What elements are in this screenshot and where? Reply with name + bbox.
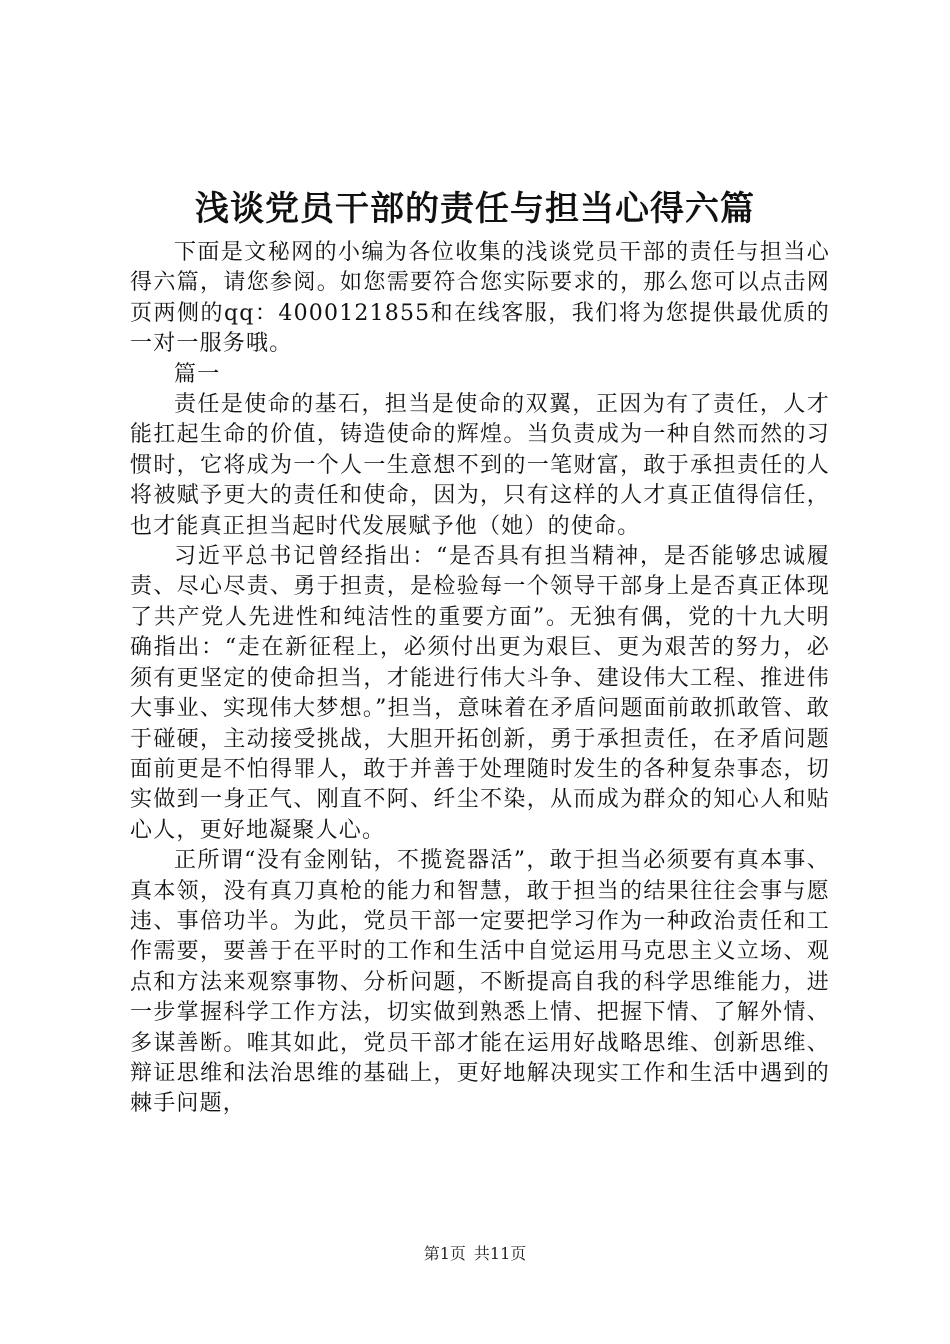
page-total: 共11页	[473, 1244, 527, 1263]
page-footer	[0, 1242, 950, 1266]
document-body	[130, 238, 830, 1120]
page-number: 第1页	[423, 1244, 466, 1263]
body-paragraph: 正所谓“没有金刚钻，不揽瓷器活”，敢于担当必须要有真本事、真本领，没有真刀真枪的能力和智慧，敢于担当的结果往往会事与愿违、事倍功半。为此，党员干部一定要把学习作为一种政治责任和工作需要，要善于在平时的工作和生活中自觉运用马克思主义立场、观点和方法来观察事物、分析问题，不断提高自我的科学思维能力，进一步掌握科学工作方法，切实做到熟悉上情、把握下情、了解外情、多谋善断。唯其如此，党员干部才能在运用好战略思维、创新思维、辩证思维和法治思维的基础上，更好地解决现实工作和生活中遇到的棘手问题，	[130, 848, 830, 1117]
body-paragraph: 责任是使命的基石，担当是使命的双翼，正因为有了责任，人才能扛起生命的价值，铸造使命的辉煌。当负责成为一种自然而然的习惯时，它将成为一个人一生意想不到的一笔财富，敢于承担责任的人将被赋予更大的责任和使命，因为，只有这样的人才真正值得信任，也才能真正担当起时代发展赋予他（她）的使命。	[130, 392, 830, 539]
intro-paragraph: 下面是文秘网的小编为各位收集的浅谈党员干部的责任与担当心得六篇，请您参阅。如您需要符合您实际要求的，那么您可以点击网页两侧的qq：4000121855和在线客服，我们将为您提供最优质的一对一服务哦。	[130, 240, 830, 357]
document-title: 浅谈党员干部的责任与担当心得六篇	[195, 189, 755, 229]
section-heading: 篇一	[174, 361, 221, 387]
body-paragraph: 习近平总书记曾经指出：“是否具有担当精神，是否能够忠诚履责、尽心尽责、勇于担责，是检验每一个领导干部身上是否真正体现了共产党人先进性和纯洁性的重要方面”。无独有偶，党的十九大明确指出：“走在新征程上，必须付出更为艰巨、更为艰苦的努力，必须有更坚定的使命担当，才能进行伟大斗争、建设伟大工程、推进伟大事业、实现伟大梦想。”担当，意味着在矛盾问题面前敢抓敢管、敢于碰硬，主动接受挑战，大胆开拓创新，勇于承担责任，在矛盾问题面前更是不怕得罪人，敢于并善于处理随时发生的各种复杂事态，切实做到一身正气、刚直不阿、纤尘不染，从而成为群众的知心人和贴心人，更好地凝聚人心。	[130, 544, 830, 843]
